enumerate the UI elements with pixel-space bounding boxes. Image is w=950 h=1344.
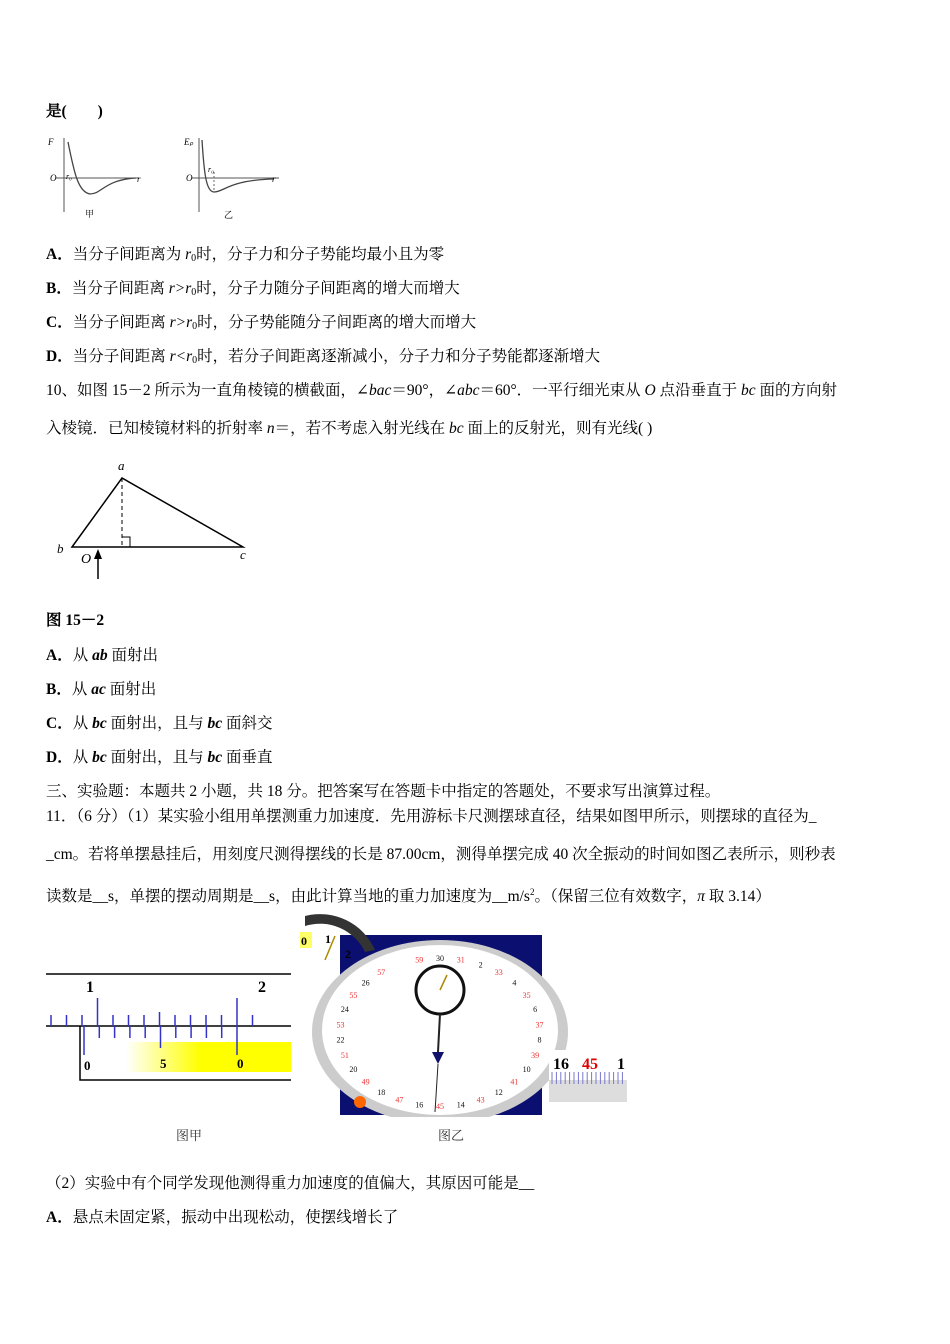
dial-number: 16 xyxy=(415,1100,424,1110)
vertex-b: b xyxy=(57,541,64,556)
dial-number: 6 xyxy=(533,1005,538,1015)
main-scale-2: 2 xyxy=(258,979,266,996)
axis-label-Ep: Eₚ xyxy=(184,137,194,147)
section3-heading: 三、实验题：本题共 2 小题，共 18 分。把答案写在答题卡中指定的答题处，不要求写出演算过程。 xyxy=(46,783,721,800)
zoom-1: 1 xyxy=(617,1056,625,1073)
dial-number: 59 xyxy=(415,955,424,965)
q10-stem-line1: 10、如图 15－2 所示为一直角棱镜的横截面，∠bac＝90°，∠abc＝60°．一平行细光束从 O 点沿垂直于 bc 面的方向射 xyxy=(46,382,838,399)
inset-0: 0 xyxy=(301,934,307,948)
dial-number: 20 xyxy=(349,1065,358,1074)
dial-number: 47 xyxy=(395,1095,404,1105)
q11-line2: _cm。若将单摆悬挂后，用刻度尺测得摆线的长是 87.00cm，测得单摆完成 40 次全振动的时间如图乙表所示，则秒表 xyxy=(46,846,836,863)
axis-label-r: r xyxy=(137,174,141,184)
origin-label: O xyxy=(50,173,57,183)
dial-number: 8 xyxy=(537,1035,542,1045)
molecular-force-graphs xyxy=(44,132,284,224)
q11-line3: 读数是__s，单摆的摆动周期是__s，由此计算当地的重力加速度为$\_\_m/s^2$。（保留三位有效数字，π 取 3.14） xyxy=(46,887,771,906)
dial-number: 49 xyxy=(361,1077,370,1087)
q9-option-b: B．当分子间距离 $r>r_0$时，分子力随分子间距离的增大而增大 xyxy=(46,280,460,298)
vernier-5: 5 xyxy=(160,1056,167,1071)
vertex-a: a xyxy=(118,458,125,473)
point-O: O xyxy=(81,552,92,567)
dial-number: 37 xyxy=(535,1020,544,1030)
q10-stem-line2: 入棱镜．已知棱镜材料的折射率 n＝，若不考虑入射光线在 bc 面上的反射光，则有光线( ) xyxy=(46,420,653,437)
potential-graph-yi xyxy=(183,137,279,220)
zoom-45: 45 xyxy=(582,1056,598,1073)
q9-option-d: D．当分子间距离 $r<r_0$时，若分子间距离逐渐减小，分子力和分子势能都逐渐增大 xyxy=(46,348,601,366)
dial-number: 24 xyxy=(340,1005,349,1015)
dial-number: 12 xyxy=(494,1087,503,1097)
q11-part2: （2）实验中有个同学发现他测得重力加速度的值偏大，其原因可能是__ xyxy=(46,1175,535,1192)
dial-number: 14 xyxy=(456,1100,465,1110)
q10-option-c: C．从 bc 面射出，且与 bc 面斜交 xyxy=(46,715,273,732)
q9-stem-tail: 是( ) xyxy=(46,103,103,120)
dial-number: 18 xyxy=(377,1087,386,1097)
stopwatch-figure xyxy=(295,912,630,1117)
inset-2: 2 xyxy=(345,947,351,961)
q11-option-a: A．悬点未固定紧，振动中出现松动，使摆线增长了 xyxy=(46,1209,399,1226)
vernier-caliper-figure xyxy=(46,960,296,1085)
dial-number: 53 xyxy=(336,1020,345,1030)
dial-number: 22 xyxy=(336,1035,345,1045)
dial-number: 43 xyxy=(476,1095,485,1105)
axis-label-F: F xyxy=(48,137,54,147)
prism-diagram xyxy=(50,455,260,585)
q9-option-c: C．当分子间距离 $r>r_0$时，分子势能随分子间距离的增大而增大 xyxy=(46,314,477,332)
dial-number: 26 xyxy=(361,978,370,988)
fig-caption-yi: 乙 xyxy=(224,210,234,220)
vernier-10: 0 xyxy=(237,1056,244,1071)
q10-option-a: A．从 ab 面射出 xyxy=(46,647,158,664)
dial-number: 39 xyxy=(531,1050,540,1060)
force-graph-jia xyxy=(47,137,141,219)
inset-1: 1 xyxy=(325,932,331,946)
dial-number: 10 xyxy=(522,1065,531,1074)
q11-line1: 11．（6 分）（1）某实验小组用单摆测重力加速度．先用游标卡尺测摆球直径，结果如图甲所示，则摆球的直径为_ xyxy=(46,808,817,825)
q10-option-b: B．从 ac 面射出 xyxy=(46,681,157,698)
fig-caption-yi: 图乙 xyxy=(438,1129,465,1144)
dial-number: 2 xyxy=(478,960,483,970)
dial-number: 4 xyxy=(512,978,517,988)
dial-number: 41 xyxy=(510,1077,519,1087)
dial-number: 33 xyxy=(494,968,503,978)
dial-number: 57 xyxy=(377,968,386,978)
q9-option-a: A．当分子间距离为 $r_0$时，分子力和分子势能均最小且为零 xyxy=(46,246,445,264)
fig-caption-jia: 图甲 xyxy=(176,1129,203,1144)
axis-label-r: r xyxy=(272,174,276,184)
origin-label: O xyxy=(186,173,193,183)
main-scale-1: 1 xyxy=(86,979,94,996)
dial-number: 30 xyxy=(436,954,444,963)
zoom-16: 16 xyxy=(553,1056,569,1073)
dial-number: 51 xyxy=(340,1050,349,1060)
vertex-c: c xyxy=(240,547,246,562)
vernier-0: 0 xyxy=(84,1058,91,1073)
r0-label: r₀ xyxy=(208,165,214,174)
dial-number: 31 xyxy=(456,955,465,965)
q10-fig-caption: 图 15－2 xyxy=(46,612,105,629)
dial-number: 55 xyxy=(349,991,358,1000)
q10-option-d: D．从 bc 面射出，且与 bc 面垂直 xyxy=(46,749,273,766)
r0-label: r₀ xyxy=(66,172,72,181)
dial-number: 45 xyxy=(436,1102,444,1111)
fig-caption-jia: 甲 xyxy=(85,209,95,219)
dial-number: 35 xyxy=(522,991,531,1000)
